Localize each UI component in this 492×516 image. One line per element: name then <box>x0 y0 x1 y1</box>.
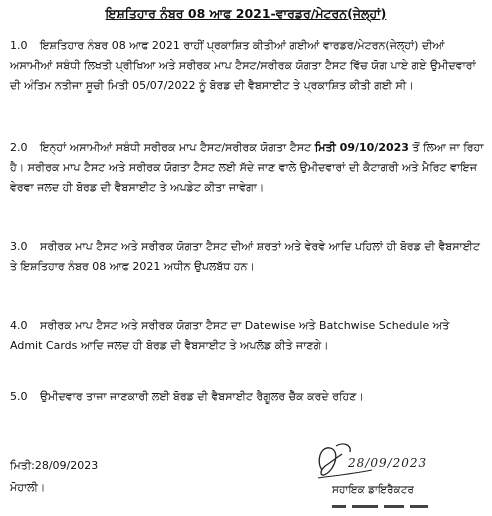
cut-off-text-line <box>332 505 442 516</box>
paragraph-number: 5.0 <box>10 390 28 403</box>
paragraph-text: ਸਰੀਰਕ ਮਾਪ ਟੈਸਟ ਅਤੇ ਸਰੀਰਕ ਯੋਗਤਾ ਟੈਸਟ ਦੀਆਂ ਸ਼ਰਤਾਂ ਅਤੇ ਵੇਰਵੇ ਆਦਿ ਪਹਿਲਾਂ ਹੀ ਬੋਰਡ ਦੀ ਵੈਬਸਾਈਟ ਤੇ ਇਸ਼ਤਿਹਾਰ ਨੰਬਰ 08 ਆਫ 2021 ਅਧੀਨ ਉਪਲਬੱਧ ਹਨ। <box>10 240 480 273</box>
issue-place: ਮੋਹਾਲੀ। <box>10 481 46 494</box>
paragraph-3 <box>10 237 484 277</box>
paragraph-4 <box>10 316 484 356</box>
paragraph-text-continued: ਤੋਂ ਲਿਆ ਜਾ ਰਿਹਾ ਹੈ। ਸਰੀਰਕ ਮਾਪ ਟੈਸਟ ਅਤੇ ਸਰੀਰਕ ਯੋਗਤਾ ਟੈਸਟ ਲਈ ਸੱਦੇ ਜਾਣ ਵਾਲੇ ਉਮੀਦਵਾਰਾਂ ਦੀ ਕੈਟਾਗਰੀ ਅਤੇ ਮੈਰਿਟ ਵਾਇਜ ਵੇਰਵਾ ਜਲਦ ਹੀ ਬੋਰਡ ਦੀ ਵੈਬਸਾਈਟ ਤੇ ਅਪਡੇਟ ਕੀਤਾ ਜਾਵੇਗਾ। <box>10 141 484 194</box>
notice-title: ਇਸ਼ਤਿਹਾਰ ਨੰਬਰ 08 ਆਫ 2021-ਵਾਰਡਰ/ਮੇਟਰਨ(ਜੇਲ੍ਹਾਂ) <box>105 6 387 21</box>
signatory-designation: ਸਹਾਇਕ ਡਾਇਰੈਕਟਰ <box>332 484 414 496</box>
paragraph-number: 1.0 <box>10 39 28 52</box>
issue-date: ਮਿਤੀ:28/09/2023 <box>10 459 99 472</box>
paragraph-text: ਸਰੀਰਕ ਮਾਪ ਟੈਸਟ ਅਤੇ ਸਰੀਰਕ ਯੋਗਤਾ ਟੈਸਟ ਦਾ Datewise ਅਤੇ Batchwise Schedule ਅਤੇ Admit Cards ਆਦਿ ਜਲਦ ਹੀ ਬੋਰਡ ਦੀ ਵੈਬਸਾਈਟ ਤੇ ਅਪਲੋਡ ਕੀਤੇ ਜਾਣਗੇ। <box>10 319 450 352</box>
paragraph-number: 4.0 <box>10 319 28 332</box>
paragraph-text: ਉਮੀਦਵਾਰ ਤਾਜਾ ਜਾਣਕਾਰੀ ਲਈ ਬੋਰਡ ਦੀ ਵੈਬਸਾਈਟ ਰੈਗੂਲਰ ਚੈੱਕ ਕਰਦੇ ਰਹਿਣ। <box>40 390 364 403</box>
paragraph-text: ਇਨ੍ਹਾਂ ਅਸਾਮੀਆਂ ਸਬੰਧੀ ਸਰੀਰਕ ਮਾਪ ਟੈਸਟ/ਸਰੀਰਕ ਯੋਗਤਾ ਟੈਸਟ <box>40 141 315 154</box>
paragraph-number: 2.0 <box>10 141 28 154</box>
paragraph-5 <box>10 387 484 407</box>
paragraph-number: 3.0 <box>10 240 28 253</box>
signature-date: 28/09/2023 <box>348 456 428 470</box>
paragraph-1 <box>10 36 484 96</box>
paragraph-text: ਇਸ਼ਤਿਹਾਰ ਨੰਬਰ 08 ਆਫ 2021 ਰਾਹੀਂ ਪ੍ਰਕਾਸ਼ਿਤ ਕੀਤੀਆਂ ਗਈਆਂ ਵਾਰਡਰ/ਮੇਟਰਨ(ਜੇਲ੍ਹਾਂ) ਦੀਆਂ ਅਸਾਮੀਆਂ ਸਬੰਧੀ ਲਿਖਤੀ ਪ੍ਰੀਖਿਆ ਅਤੇ ਸਰੀਰਕ ਮਾਪ ਟੈਸਟ/ਸਰੀਰਕ ਯੋਗਤਾ ਟੈਸਟ ਵਿੱਚ ਯੋਗ ਪਾਏ ਗਏ ਉਮੀਦਵਾਰਾਂ ਦੀ ਅੰਤਿਮ ਨਤੀਜਾ ਸੂਚੀ ਮਿਤੀ 05/07/2022 ਨੂੰ ਬੋਰਡ ਦੀ ਵੈਬਸਾਈਟ ਤੇ ਪ੍ਰਕਾਸ਼ਿਤ ਕੀਤੀ ਗਈ ਸੀ। <box>10 39 476 92</box>
test-date-highlight: ਮਿਤੀ 09/10/2023 <box>314 141 409 154</box>
paragraph-2 <box>10 138 484 198</box>
